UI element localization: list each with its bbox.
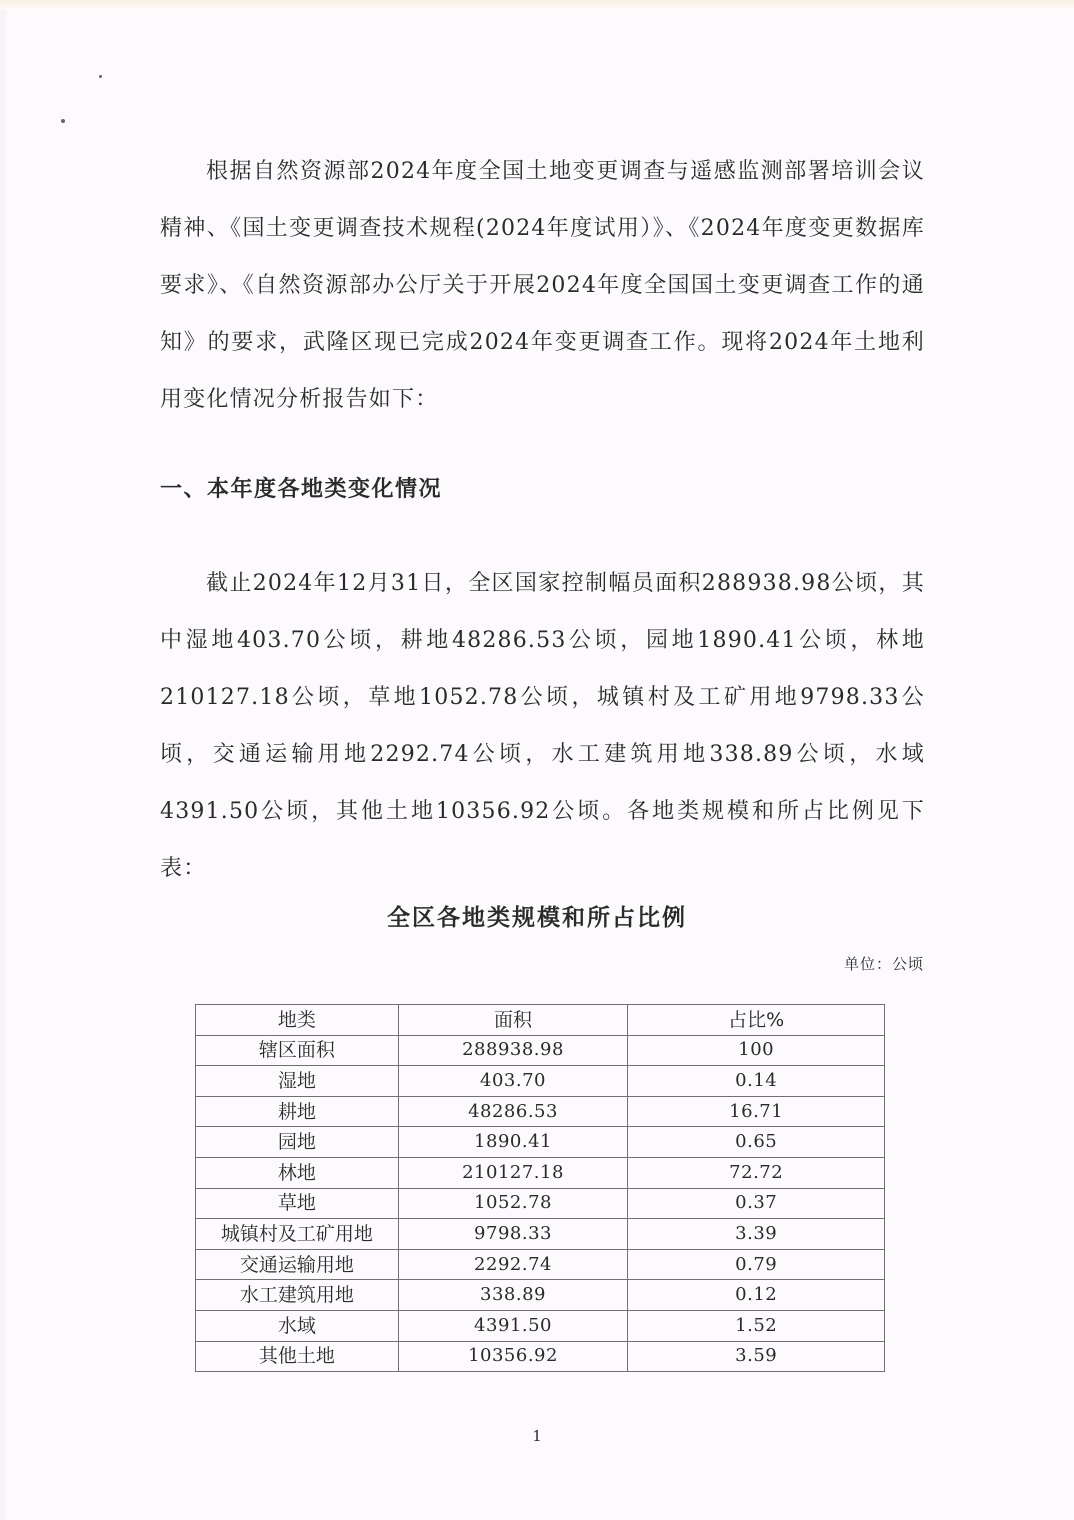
- cell-area: 2292.74: [398, 1249, 628, 1280]
- cell-category: 城镇村及工矿用地: [196, 1219, 399, 1250]
- cell-percent: 0.65: [628, 1127, 885, 1158]
- scan-top-band: [0, 0, 1074, 10]
- cell-category: 耕地: [196, 1096, 399, 1127]
- scan-speck: [99, 75, 102, 78]
- cell-category: 林地: [196, 1157, 399, 1188]
- table-title: 全区各地类规模和所占比例: [387, 905, 687, 931]
- table-row: [196, 1310, 885, 1341]
- cell-percent: 1.52: [628, 1310, 885, 1341]
- table-row: [196, 1219, 885, 1250]
- cell-area: 48286.53: [398, 1096, 628, 1127]
- cell-category: 交通运输用地: [196, 1249, 399, 1280]
- cell-area: 210127.18: [398, 1157, 628, 1188]
- header-area: 面积: [398, 1005, 628, 1036]
- table-unit: 单位：公顷: [843, 955, 924, 973]
- scan-left-edge: [0, 10, 6, 1520]
- cell-percent: 0.12: [628, 1280, 885, 1311]
- cell-percent: 0.14: [628, 1066, 885, 1097]
- table-row: [196, 1127, 885, 1158]
- cell-percent: 3.59: [628, 1341, 885, 1372]
- cell-area: 1890.41: [398, 1127, 628, 1158]
- cell-area: 403.70: [398, 1066, 628, 1097]
- table-row: [196, 1249, 885, 1280]
- cell-percent: 100: [628, 1035, 885, 1066]
- land-use-table: [195, 1004, 885, 1372]
- header-percent: 占比%: [628, 1005, 885, 1036]
- cell-percent: 72.72: [628, 1157, 885, 1188]
- cell-category: 湿地: [196, 1066, 399, 1097]
- cell-percent: 0.79: [628, 1249, 885, 1280]
- cell-category: 水工建筑用地: [196, 1280, 399, 1311]
- cell-area: 4391.50: [398, 1310, 628, 1341]
- table-row: [196, 1280, 885, 1311]
- cell-category: 其他土地: [196, 1341, 399, 1372]
- cell-percent: 0.37: [628, 1188, 885, 1219]
- cell-category: 水域: [196, 1310, 399, 1341]
- cell-percent: 3.39: [628, 1219, 885, 1250]
- summary-paragraph: 截止2024年12月31日，全区国家控制幅员面积288938.98公顷，其中湿地403.70公顷，耕地48286.53公顷，园地1890.41公顷，林地210127.18公顷，草地1052.78公顷，城镇村及工矿用地9798.33公顷，交通运输用地2292.74公顷，水工建筑用地338.89公顷，水域4391.50公顷，其他土地10356.92公顷。各地类规模和所占比例见下表：: [160, 571, 925, 881]
- table-row: [196, 1341, 885, 1372]
- scan-speck: [61, 119, 65, 123]
- table-row: [196, 1157, 885, 1188]
- table-header-row: [196, 1005, 885, 1036]
- cell-area: 288938.98: [398, 1035, 628, 1066]
- table-row: [196, 1035, 885, 1066]
- cell-area: 338.89: [398, 1280, 628, 1311]
- intro-paragraph: 根据自然资源部2024年度全国土地变更调查与遥感监测部署培训会议精神、《国土变更调查技术规程(2024年度试用）》、《2024年度变更数据库要求》、《自然资源部办公厅关于开展2024年度全国国土变更调查工作的通知》的要求，武隆区现已完成2024年变更调查工作。现将2024年土地利用变化情况分析报告如下：: [160, 159, 925, 412]
- cell-area: 10356.92: [398, 1341, 628, 1372]
- cell-area: 9798.33: [398, 1219, 628, 1250]
- table-row: [196, 1066, 885, 1097]
- header-category: 地类: [196, 1005, 399, 1036]
- table-row: [196, 1096, 885, 1127]
- cell-category: 草地: [196, 1188, 399, 1219]
- cell-area: 1052.78: [398, 1188, 628, 1219]
- table-row: [196, 1188, 885, 1219]
- cell-category: 辖区面积: [196, 1035, 399, 1066]
- cell-category: 园地: [196, 1127, 399, 1158]
- page-number: 1: [532, 1427, 542, 1445]
- section-heading: 一、本年度各地类变化情况: [160, 477, 443, 502]
- cell-percent: 16.71: [628, 1096, 885, 1127]
